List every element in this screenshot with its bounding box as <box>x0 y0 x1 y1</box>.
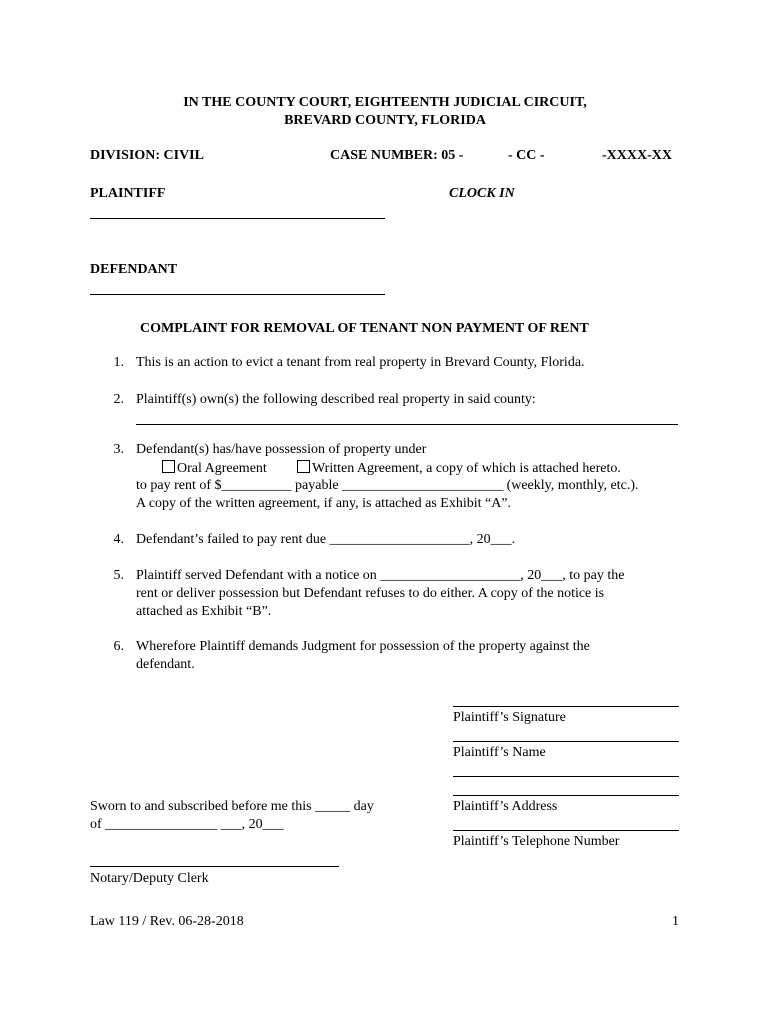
case-number-label: CASE NUMBER: 05 - <box>330 148 464 163</box>
item-5-text-line2: rent or deliver possession but Defendant refuses to do either. A copy of the notice is <box>136 586 605 601</box>
oral-agreement-label: Oral Agreement <box>177 461 267 476</box>
defendant-label: DEFENDANT <box>90 262 178 277</box>
signature-line <box>453 706 679 707</box>
item-5-text-line1: Plaintiff served Defendant with a notice on ____________________, 20___, to pay the <box>136 568 625 583</box>
sworn-text-line2: of ________________ ___, 20___ <box>90 817 284 832</box>
item-3-text-line3: to pay rent of $__________ payable _______________________ (weekly, monthly, etc.). <box>136 478 639 493</box>
item-3-number: 3. <box>113 442 124 457</box>
plaintiff-name-label: Plaintiff’s Name <box>453 745 546 760</box>
item-6-text-line2: defendant. <box>136 657 195 672</box>
complaint-title: COMPLAINT FOR REMOVAL OF TENANT NON PAYMENT OF RENT <box>140 321 589 336</box>
division-label: DIVISION: CIVIL <box>90 148 204 163</box>
name-line <box>453 741 679 742</box>
item-4-number: 4. <box>113 532 124 547</box>
telephone-line <box>453 830 679 831</box>
item-3-text-line1: Defendant(s) has/have possession of property under <box>136 442 427 457</box>
item-4-text: Defendant’s failed to pay rent due ____________________, 20___. <box>136 532 516 547</box>
oral-agreement-option[interactable] <box>162 460 267 477</box>
written-agreement-option[interactable] <box>297 460 621 477</box>
notary-signature-line <box>90 866 339 867</box>
item-5-text-line3: attached as Exhibit “B”. <box>136 604 272 619</box>
item-2-text: Plaintiff(s) own(s) the following described real property in said county: <box>136 392 536 407</box>
item-3-text-line4: A copy of the written agreement, if any, is attached as Exhibit “A”. <box>136 496 512 511</box>
case-suffix: -XXXX-XX <box>602 148 672 163</box>
address-line-1 <box>453 776 679 777</box>
written-agreement-label: Written Agreement, a copy of which is attached hereto. <box>312 461 621 476</box>
item-1-number: 1. <box>113 355 124 370</box>
written-agreement-checkbox[interactable] <box>297 460 310 473</box>
plaintiff-label: PLAINTIFF <box>90 186 166 201</box>
address-line-2 <box>453 795 679 796</box>
plaintiff-signature-label: Plaintiff’s Signature <box>453 710 566 725</box>
case-cc-label: - CC - <box>508 148 545 163</box>
plaintiff-address-label: Plaintiff’s Address <box>453 799 558 814</box>
item-1-text: This is an action to evict a tenant from real property in Brevard County, Florida. <box>136 355 585 370</box>
clock-in-label: CLOCK IN <box>449 186 515 201</box>
oral-agreement-checkbox[interactable] <box>162 460 175 473</box>
form-id: Law 119 / Rev. 06-28-2018 <box>90 914 244 929</box>
sworn-text-line1: Sworn to and subscribed before me this _____ day <box>90 799 374 814</box>
property-description-line <box>136 424 678 425</box>
item-6-number: 6. <box>113 639 124 654</box>
item-5-number: 5. <box>113 568 124 583</box>
page-number: 1 <box>672 914 679 929</box>
item-2-number: 2. <box>113 392 124 407</box>
item-6-text-line1: Wherefore Plaintiff demands Judgment for possession of the property against the <box>136 639 590 654</box>
notary-label: Notary/Deputy Clerk <box>90 871 209 886</box>
defendant-name-line <box>90 294 385 295</box>
plaintiff-telephone-label: Plaintiff’s Telephone Number <box>453 834 620 849</box>
court-heading-line2: BREVARD COUNTY, FLORIDA <box>284 113 486 128</box>
plaintiff-name-line <box>90 218 385 219</box>
court-heading-line1: IN THE COUNTY COURT, EIGHTEENTH JUDICIAL CIRCUIT, <box>183 95 587 110</box>
